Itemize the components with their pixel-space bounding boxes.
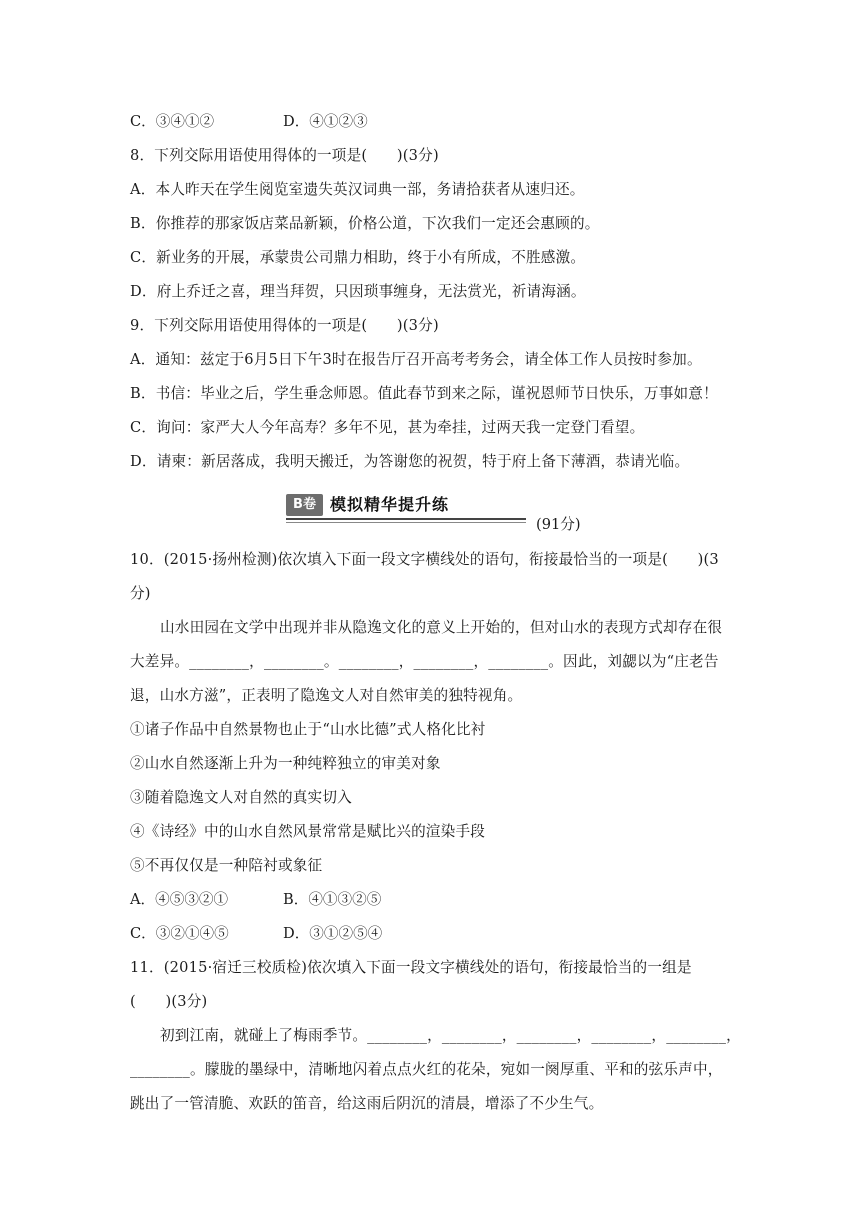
banner-rule [286,518,526,520]
q9-option-d: D．请柬：新居落成，我明天搬迁，为答谢您的祝贺，特于府上备下薄酒，恭请光临。 [130,453,690,470]
q8-option-c: C．新业务的开展，承蒙贵公司鼎力相助，终于小有所成，不胜感激。 [130,249,586,266]
q10-passage-line2: 大差异。________，________。________，________，________。因此，刘勰以为“庄老告 [130,653,719,670]
q10-item-2: ②山水自然逐渐上升为一种纯粹独立的审美对象 [130,755,441,772]
q10-option-a: A．④⑤③②① [130,891,229,908]
q10-option-d: D．③①②⑤④ [283,925,383,942]
q7-option-c: C．③④①② [130,113,215,130]
q9-stem: 9．下列交际用语使用得体的一项是( )(3分) [130,317,439,334]
q9-option-b: B．书信：毕业之后，学生垂念师恩。值此春节到来之际，谨祝恩师节日快乐，万事如意！ [130,385,718,402]
q9-option-c: C．询问：家严大人今年高寿？多年不见，甚为牵挂，过两天我一定登门看望。 [130,419,645,436]
q8-option-d: D．府上乔迁之喜，理当拜贺，只因琐事缠身，无法赏光，祈请海涵。 [130,283,586,300]
section-b-score: (91分) [536,516,581,533]
q10-option-c: C．③②①④⑤ [130,925,229,942]
banner-rule-thin [286,522,526,523]
q10-option-b: B．④①③②⑤ [283,891,382,908]
q9-option-a: A．通知：兹定于6月5日下午3时在报告厅召开高考考务会，请全体工作人员按时参加。 [130,351,702,368]
section-b-tag: B卷 [286,494,323,516]
q11-passage-line3: 跳出了一管清脆、欢跃的笛音，给这雨后阴沉的清晨，增添了不少生气。 [130,1095,604,1112]
q10-item-3: ③随着隐逸文人对自然的真实切入 [130,789,352,806]
section-b-title: 模拟精华提升练 [330,495,450,514]
q8-stem: 8．下列交际用语使用得体的一项是( )(3分) [130,147,439,164]
q10-item-4: ④《诗经》中的山水自然风景常常是赋比兴的渲染手段 [130,823,486,840]
q11-passage-line1: 初到江南，就碰上了梅雨季节。________，________，________，________，________， [160,1027,741,1044]
q11-stem-line2: ( )(3分) [130,993,208,1010]
q10-passage-line3: 退，山水方滋”，正表明了隐逸文人对自然审美的独特视角。 [130,687,523,704]
q8-option-a: A．本人昨天在学生阅览室遗失英汉词典一部，务请拾获者从速归还。 [130,181,585,198]
q10-stem-line1: 10．(2015·扬州检测)依次填入下面一段文字横线处的语句，衔接最恰当的一项是( )(3 [130,551,719,568]
q10-item-1: ①诸子作品中自然景物也止于“山水比德”式人格化比衬 [130,721,486,738]
q10-passage-line1: 山水田园在文学中出现并非从隐逸文化的意义上开始的，但对山水的表现方式却存在很 [160,619,723,636]
section-b-banner [286,492,526,522]
q10-stem-line2: 分) [130,585,151,602]
q8-option-b: B．你推荐的那家饭店菜品新颖，价格公道，下次我们一定还会惠顾的。 [130,215,600,232]
q11-passage-line2: ________。朦胧的墨绿中，清晰地闪着点点火红的花朵，宛如一阕厚重、平和的弦乐声中， [130,1061,723,1078]
q7-option-d: D．④①②③ [283,113,368,130]
q10-item-5: ⑤不再仅仅是一种陪衬或象征 [130,857,323,874]
q11-stem-line1: 11．(2015·宿迁三校质检)依次填入下面一段文字横线处的语句，衔接最恰当的一组是 [130,959,692,976]
